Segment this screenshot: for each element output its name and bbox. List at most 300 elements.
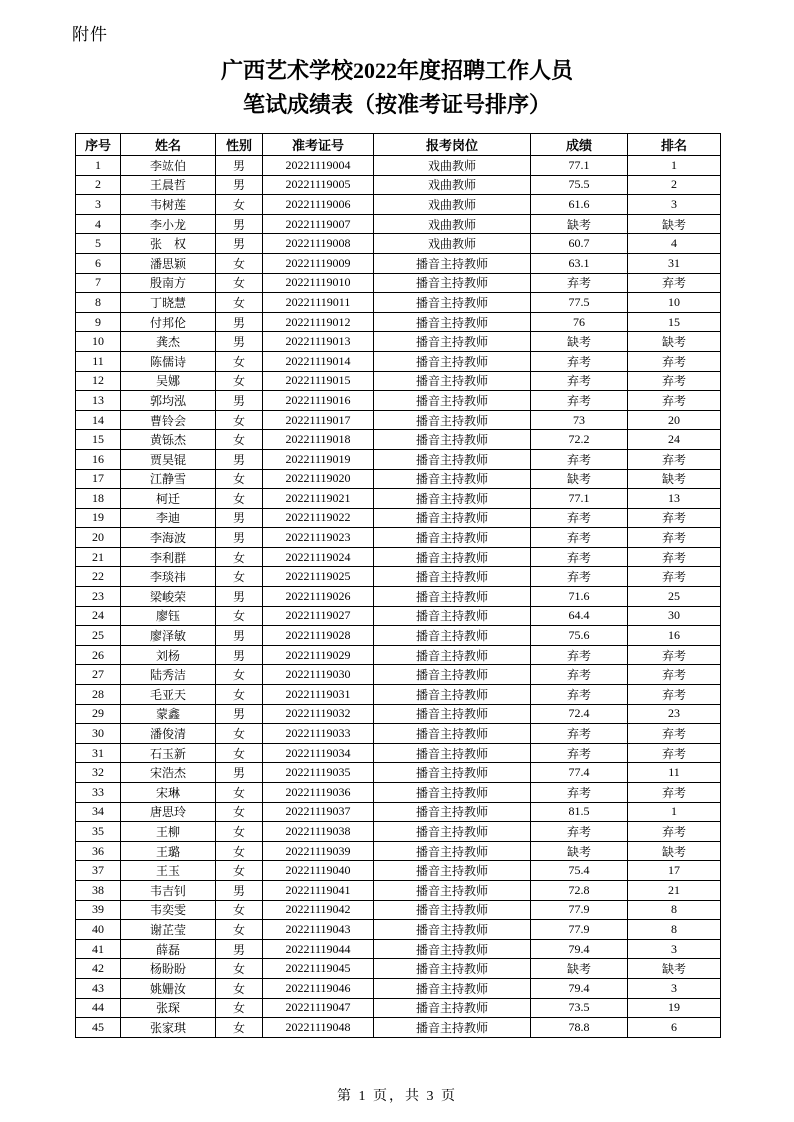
table-cell: 29	[76, 704, 121, 724]
table-cell: 19	[76, 508, 121, 528]
table-cell: 播音主持教师	[374, 920, 531, 940]
table-cell: 播音主持教师	[374, 528, 531, 548]
table-cell: 弃考	[628, 528, 721, 548]
table-row	[76, 743, 721, 763]
page-title-line1: 广西艺术学校2022年度招聘工作人员	[220, 58, 573, 83]
table-cell: 播音主持教师	[374, 606, 531, 626]
table-cell: 8	[628, 900, 721, 920]
table-cell: 8	[628, 920, 721, 940]
table-cell: 25	[76, 626, 121, 646]
table-cell: 20221119039	[263, 841, 374, 861]
table-cell: 张琛	[121, 998, 216, 1018]
table-cell: 10	[76, 332, 121, 352]
column-header: 排名	[628, 134, 721, 156]
table-cell: 20221119032	[263, 704, 374, 724]
table-cell: 弃考	[628, 724, 721, 744]
table-cell: 43	[76, 978, 121, 998]
table-cell: 弃考	[531, 508, 628, 528]
table-cell: 薛磊	[121, 939, 216, 959]
table-cell: 播音主持教师	[374, 508, 531, 528]
table-cell: 77.9	[531, 920, 628, 940]
table-cell: 弃考	[628, 665, 721, 685]
table-cell: 播音主持教师	[374, 312, 531, 332]
table-cell: 76	[531, 312, 628, 332]
table-cell: 男	[216, 214, 263, 234]
table-cell: 柯迁	[121, 489, 216, 509]
table-row	[76, 351, 721, 371]
table-cell: 20221119026	[263, 587, 374, 607]
table-cell: 播音主持教师	[374, 939, 531, 959]
table-cell: 20221119034	[263, 743, 374, 763]
table-cell: 弃考	[628, 371, 721, 391]
table-cell: 16	[76, 449, 121, 469]
table-cell: 79.4	[531, 978, 628, 998]
table-row	[76, 469, 721, 489]
table-cell: 杨盼盼	[121, 959, 216, 979]
table-row	[76, 587, 721, 607]
table-row	[76, 978, 721, 998]
table-cell: 13	[628, 489, 721, 509]
table-cell: 弃考	[628, 351, 721, 371]
table-row	[76, 391, 721, 411]
table-row	[76, 273, 721, 293]
table-cell: 20221119027	[263, 606, 374, 626]
table-cell: 播音主持教师	[374, 489, 531, 509]
table-cell: 女	[216, 489, 263, 509]
table-row	[76, 626, 721, 646]
table-cell: 播音主持教师	[374, 273, 531, 293]
table-cell: 播音主持教师	[374, 645, 531, 665]
table-cell: 郭均泓	[121, 391, 216, 411]
table-cell: 吴娜	[121, 371, 216, 391]
table-cell: 缺考	[628, 332, 721, 352]
attachment-label: 附件	[72, 25, 108, 44]
table-cell: 韦奕雯	[121, 900, 216, 920]
table-cell: 20221119035	[263, 763, 374, 783]
table-cell: 播音主持教师	[374, 665, 531, 685]
table-cell: 20221119046	[263, 978, 374, 998]
table-row	[76, 861, 721, 881]
table-cell: 20221119006	[263, 195, 374, 215]
table-cell: 播音主持教师	[374, 783, 531, 803]
table-cell: 女	[216, 822, 263, 842]
table-cell: 唐思玲	[121, 802, 216, 822]
table-cell: 6	[76, 253, 121, 273]
table-cell: 戏曲教师	[374, 214, 531, 234]
table-row	[76, 175, 721, 195]
table-cell: 45	[76, 1018, 121, 1038]
table-cell: 20221119009	[263, 253, 374, 273]
table-cell: 男	[216, 234, 263, 254]
table-cell: 缺考	[628, 959, 721, 979]
table-cell: 20221119013	[263, 332, 374, 352]
table-cell: 播音主持教师	[374, 449, 531, 469]
table-cell: 20221119033	[263, 724, 374, 744]
column-header: 准考证号	[263, 134, 374, 156]
table-row	[76, 802, 721, 822]
table-row	[76, 253, 721, 273]
table-cell: 4	[628, 234, 721, 254]
table-cell: 男	[216, 528, 263, 548]
score-table	[75, 133, 721, 1038]
table-cell: 陈儒诗	[121, 351, 216, 371]
table-cell: 播音主持教师	[374, 704, 531, 724]
table-row	[76, 606, 721, 626]
table-cell: 播音主持教师	[374, 880, 531, 900]
table-cell: 女	[216, 351, 263, 371]
table-cell: 72.8	[531, 880, 628, 900]
table-cell: 女	[216, 998, 263, 1018]
table-cell: 播音主持教师	[374, 724, 531, 744]
table-cell: 弃考	[628, 685, 721, 705]
table-cell: 男	[216, 626, 263, 646]
table-cell: 弃考	[531, 547, 628, 567]
table-cell: 20221119019	[263, 449, 374, 469]
table-cell: 男	[216, 332, 263, 352]
table-cell: 20221119008	[263, 234, 374, 254]
table-cell: 弃考	[531, 567, 628, 587]
table-cell: 李小龙	[121, 214, 216, 234]
table-cell: 77.9	[531, 900, 628, 920]
table-cell: 男	[216, 704, 263, 724]
table-cell: 弃考	[531, 783, 628, 803]
table-cell: 李迪	[121, 508, 216, 528]
table-cell: 3	[628, 195, 721, 215]
table-cell: 36	[76, 841, 121, 861]
table-cell: 女	[216, 920, 263, 940]
table-cell: 6	[628, 1018, 721, 1038]
table-cell: 弃考	[531, 391, 628, 411]
table-cell: 播音主持教师	[374, 410, 531, 430]
table-cell: 78.8	[531, 1018, 628, 1038]
table-cell: 64.4	[531, 606, 628, 626]
table-cell: 潘俊清	[121, 724, 216, 744]
table-cell: 弃考	[531, 449, 628, 469]
table-cell: 缺考	[628, 841, 721, 861]
table-cell: 7	[76, 273, 121, 293]
table-cell: 37	[76, 861, 121, 881]
table-cell: 弃考	[531, 724, 628, 744]
column-header: 性别	[216, 134, 263, 156]
table-cell: 26	[76, 645, 121, 665]
table-cell: 男	[216, 391, 263, 411]
table-cell: 黄铄杰	[121, 430, 216, 450]
table-cell: 10	[628, 293, 721, 313]
table-row	[76, 822, 721, 842]
table-cell: 石玉新	[121, 743, 216, 763]
table-cell: 20221119031	[263, 685, 374, 705]
column-header: 姓名	[121, 134, 216, 156]
table-cell: 弃考	[531, 685, 628, 705]
table-cell: 弃考	[531, 351, 628, 371]
table-row	[76, 880, 721, 900]
table-cell: 17	[76, 469, 121, 489]
table-row	[76, 156, 721, 176]
table-cell: 25	[628, 587, 721, 607]
table-cell: 播音主持教师	[374, 685, 531, 705]
table-cell: 缺考	[531, 214, 628, 234]
table-cell: 21	[628, 880, 721, 900]
table-cell: 缺考	[531, 841, 628, 861]
table-cell: 男	[216, 939, 263, 959]
table-cell: 曹铃会	[121, 410, 216, 430]
column-header: 成绩	[531, 134, 628, 156]
table-cell: 20221119004	[263, 156, 374, 176]
table-row	[76, 508, 721, 528]
table-cell: 丁晓慧	[121, 293, 216, 313]
table-cell: 播音主持教师	[374, 861, 531, 881]
table-cell: 33	[76, 783, 121, 803]
table-row	[76, 1018, 721, 1038]
table-row	[76, 900, 721, 920]
table-row	[76, 449, 721, 469]
table-cell: 弃考	[628, 822, 721, 842]
table-cell: 20221119018	[263, 430, 374, 450]
table-cell: 1	[76, 156, 121, 176]
table-cell: 63.1	[531, 253, 628, 273]
table-cell: 戏曲教师	[374, 156, 531, 176]
table-cell: 播音主持教师	[374, 351, 531, 371]
table-cell: 缺考	[531, 469, 628, 489]
table-cell: 71.6	[531, 587, 628, 607]
table-cell: 殷南方	[121, 273, 216, 293]
table-row	[76, 724, 721, 744]
table-cell: 42	[76, 959, 121, 979]
table-cell: 播音主持教师	[374, 371, 531, 391]
table-row	[76, 430, 721, 450]
table-cell: 60.7	[531, 234, 628, 254]
table-cell: 女	[216, 293, 263, 313]
table-cell: 毛亚天	[121, 685, 216, 705]
table-cell: 38	[76, 880, 121, 900]
table-cell: 弃考	[531, 665, 628, 685]
table-cell: 男	[216, 156, 263, 176]
table-cell: 3	[628, 939, 721, 959]
table-cell: 梁峻荣	[121, 587, 216, 607]
table-cell: 14	[76, 410, 121, 430]
table-cell: 20221119017	[263, 410, 374, 430]
table-cell: 张 权	[121, 234, 216, 254]
table-cell: 潘思颖	[121, 253, 216, 273]
table-row	[76, 920, 721, 940]
table-cell: 缺考	[628, 214, 721, 234]
table-cell: 12	[76, 371, 121, 391]
page-number-footer: 第 1 页，共 3 页	[337, 1089, 457, 1104]
table-cell: 江静雪	[121, 469, 216, 489]
table-cell: 王晨哲	[121, 175, 216, 195]
table-cell: 女	[216, 841, 263, 861]
table-row	[76, 371, 721, 391]
table-cell: 弃考	[628, 783, 721, 803]
page-title-line2: 笔试成绩表（按准考证号排序）	[242, 92, 551, 117]
table-cell: 张家琪	[121, 1018, 216, 1038]
table-row	[76, 567, 721, 587]
table-cell: 播音主持教师	[374, 587, 531, 607]
table-cell: 廖泽敏	[121, 626, 216, 646]
table-cell: 播音主持教师	[374, 998, 531, 1018]
table-cell: 20221119023	[263, 528, 374, 548]
table-cell: 5	[76, 234, 121, 254]
table-cell: 女	[216, 547, 263, 567]
table-cell: 弃考	[628, 391, 721, 411]
table-cell: 播音主持教师	[374, 959, 531, 979]
table-cell: 30	[76, 724, 121, 744]
table-cell: 73	[531, 410, 628, 430]
table-cell: 女	[216, 1018, 263, 1038]
table-cell: 72.4	[531, 704, 628, 724]
table-cell: 弃考	[628, 743, 721, 763]
table-cell: 81.5	[531, 802, 628, 822]
table-cell: 女	[216, 469, 263, 489]
table-cell: 20221119036	[263, 783, 374, 803]
table-cell: 3	[76, 195, 121, 215]
table-cell: 4	[76, 214, 121, 234]
table-cell: 播音主持教师	[374, 1018, 531, 1038]
table-cell: 弃考	[531, 371, 628, 391]
table-cell: 弃考	[628, 645, 721, 665]
table-row	[76, 410, 721, 430]
table-cell: 20221119016	[263, 391, 374, 411]
table-row	[76, 763, 721, 783]
table-cell: 龚杰	[121, 332, 216, 352]
table-row	[76, 195, 721, 215]
table-cell: 男	[216, 175, 263, 195]
table-cell: 女	[216, 273, 263, 293]
table-cell: 女	[216, 567, 263, 587]
table-cell: 20221119030	[263, 665, 374, 685]
table-cell: 廖钰	[121, 606, 216, 626]
table-cell: 20221119043	[263, 920, 374, 940]
table-cell: 女	[216, 861, 263, 881]
table-cell: 15	[76, 430, 121, 450]
table-cell: 播音主持教师	[374, 626, 531, 646]
table-cell: 20221119025	[263, 567, 374, 587]
table-cell: 播音主持教师	[374, 841, 531, 861]
table-cell: 27	[76, 665, 121, 685]
table-cell: 11	[628, 763, 721, 783]
table-cell: 20221119014	[263, 351, 374, 371]
table-row	[76, 939, 721, 959]
table-cell: 戏曲教师	[374, 234, 531, 254]
table-row	[76, 998, 721, 1018]
table-cell: 20221119022	[263, 508, 374, 528]
table-cell: 20	[76, 528, 121, 548]
table-cell: 王玉	[121, 861, 216, 881]
table-cell: 44	[76, 998, 121, 1018]
table-cell: 19	[628, 998, 721, 1018]
table-cell: 21	[76, 547, 121, 567]
table-cell: 女	[216, 959, 263, 979]
table-cell: 王璐	[121, 841, 216, 861]
table-cell: 20221119038	[263, 822, 374, 842]
table-cell: 20	[628, 410, 721, 430]
table-cell: 20221119029	[263, 645, 374, 665]
table-cell: 贾昊锟	[121, 449, 216, 469]
table-cell: 弃考	[531, 822, 628, 842]
table-cell: 播音主持教师	[374, 430, 531, 450]
table-cell: 20221119028	[263, 626, 374, 646]
table-cell: 75.5	[531, 175, 628, 195]
table-row	[76, 959, 721, 979]
table-cell: 女	[216, 430, 263, 450]
table-cell: 付邦伦	[121, 312, 216, 332]
table-cell: 22	[76, 567, 121, 587]
table-cell: 韦吉钊	[121, 880, 216, 900]
table-cell: 39	[76, 900, 121, 920]
table-cell: 男	[216, 880, 263, 900]
table-row	[76, 841, 721, 861]
table-cell: 宋琳	[121, 783, 216, 803]
table-cell: 20221119024	[263, 547, 374, 567]
table-cell: 播音主持教师	[374, 802, 531, 822]
table-cell: 40	[76, 920, 121, 940]
table-cell: 弃考	[628, 547, 721, 567]
table-cell: 播音主持教师	[374, 567, 531, 587]
table-cell: 18	[76, 489, 121, 509]
table-cell: 弃考	[531, 273, 628, 293]
table-cell: 20221119012	[263, 312, 374, 332]
table-cell: 弃考	[531, 528, 628, 548]
table-cell: 1	[628, 802, 721, 822]
table-cell: 女	[216, 783, 263, 803]
table-cell: 女	[216, 743, 263, 763]
table-cell: 男	[216, 508, 263, 528]
table-row	[76, 685, 721, 705]
table-cell: 77.1	[531, 156, 628, 176]
table-cell: 20221119010	[263, 273, 374, 293]
table-cell: 11	[76, 351, 121, 371]
table-cell: 61.6	[531, 195, 628, 215]
table-cell: 9	[76, 312, 121, 332]
table-cell: 刘杨	[121, 645, 216, 665]
table-row	[76, 528, 721, 548]
table-cell: 72.2	[531, 430, 628, 450]
table-cell: 20221119044	[263, 939, 374, 959]
table-cell: 李琰祎	[121, 567, 216, 587]
score-table-body	[76, 156, 721, 1038]
table-cell: 1	[628, 156, 721, 176]
column-header: 序号	[76, 134, 121, 156]
table-cell: 20221119040	[263, 861, 374, 881]
table-cell: 28	[76, 685, 121, 705]
table-cell: 女	[216, 900, 263, 920]
table-cell: 31	[76, 743, 121, 763]
table-header-row	[76, 134, 721, 156]
table-cell: 20221119041	[263, 880, 374, 900]
table-row	[76, 489, 721, 509]
table-cell: 20221119007	[263, 214, 374, 234]
table-cell: 弃考	[628, 449, 721, 469]
table-cell: 女	[216, 371, 263, 391]
table-cell: 男	[216, 645, 263, 665]
table-cell: 女	[216, 802, 263, 822]
table-cell: 播音主持教师	[374, 253, 531, 273]
table-cell: 20221119021	[263, 489, 374, 509]
table-cell: 24	[76, 606, 121, 626]
table-cell: 播音主持教师	[374, 743, 531, 763]
table-cell: 41	[76, 939, 121, 959]
table-cell: 8	[76, 293, 121, 313]
table-row	[76, 234, 721, 254]
table-cell: 播音主持教师	[374, 391, 531, 411]
table-cell: 女	[216, 195, 263, 215]
table-cell: 男	[216, 312, 263, 332]
table-cell: 韦树莲	[121, 195, 216, 215]
table-cell: 弃考	[628, 273, 721, 293]
table-cell: 女	[216, 665, 263, 685]
table-row	[76, 645, 721, 665]
table-cell: 20221119047	[263, 998, 374, 1018]
